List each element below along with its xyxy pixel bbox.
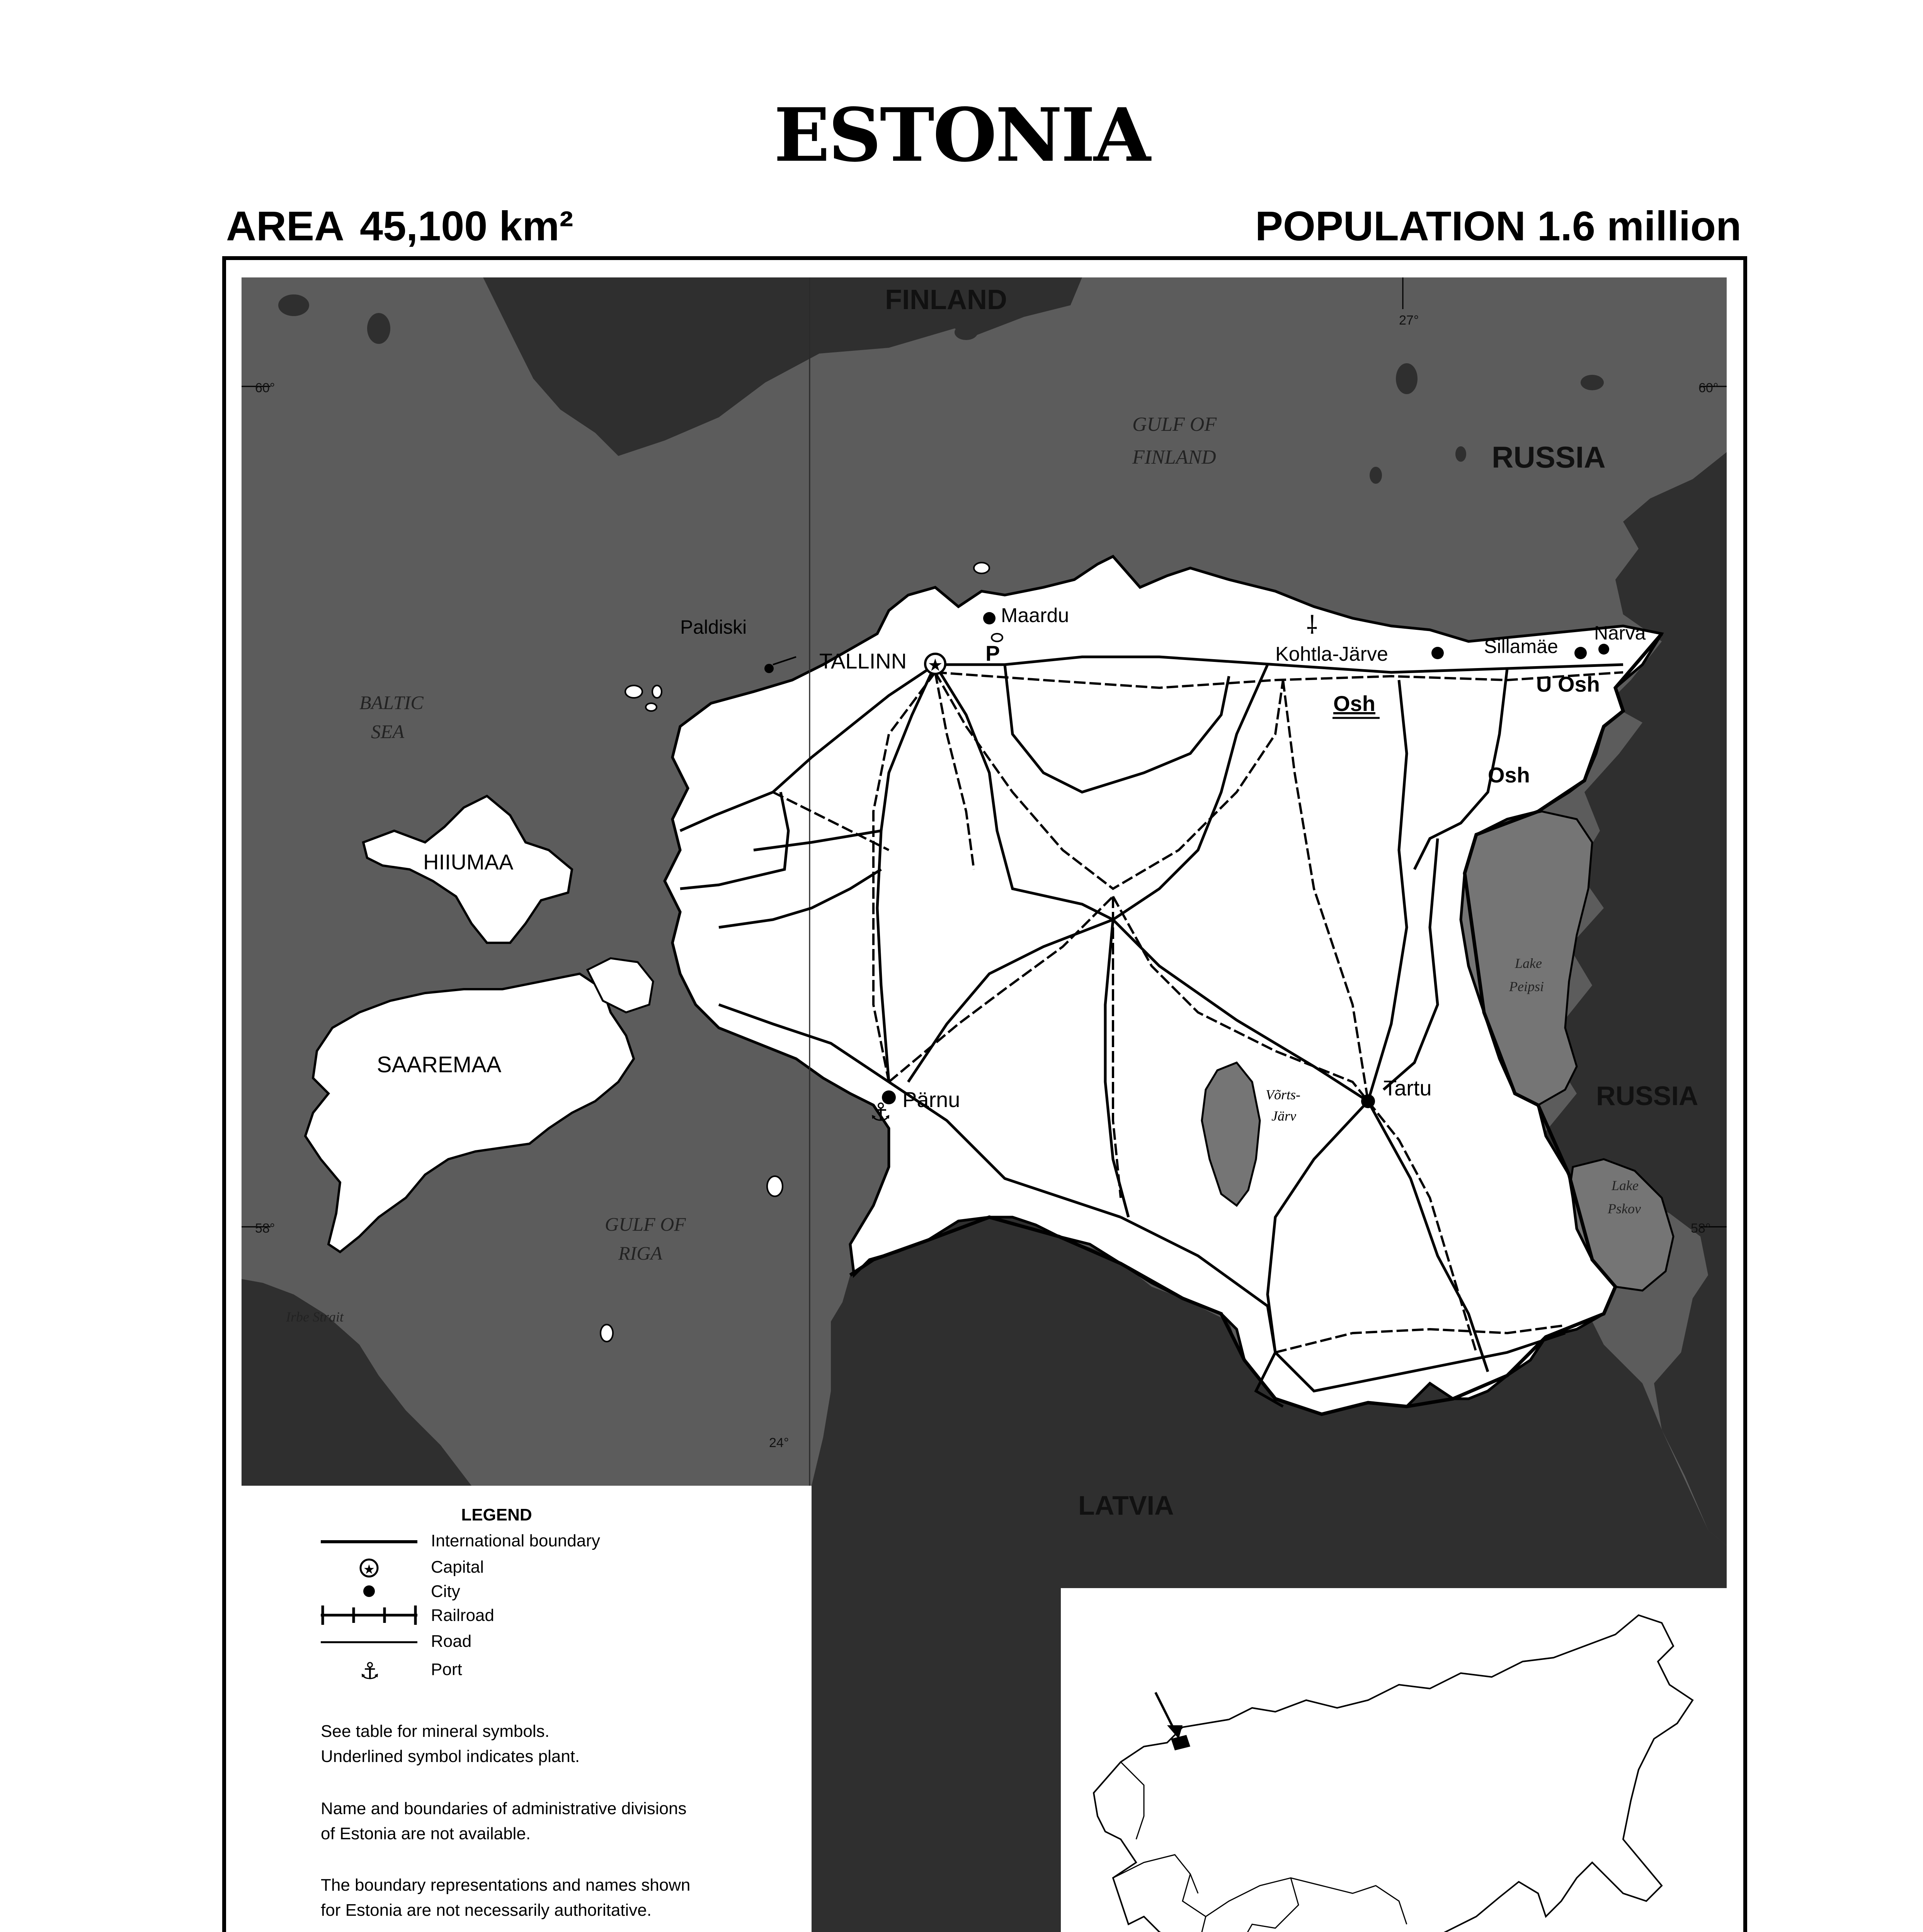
mine-icon: ⸸	[1306, 611, 1318, 640]
label-peipsi-1: Lake	[1515, 956, 1542, 971]
label-vortsjarv-1: Võrts-	[1266, 1087, 1300, 1102]
label-sillamae: Sillamäe	[1484, 636, 1558, 657]
mineral-p: P	[985, 641, 1000, 665]
population-label: POPULATION	[1255, 202, 1526, 249]
anchor-icon: ⚓	[870, 1098, 892, 1127]
legend-note-1: See table for mineral symbols.	[321, 1722, 550, 1741]
legend-city-symbol	[363, 1585, 375, 1597]
city-dot-tartu	[1361, 1094, 1375, 1108]
legend-item-city: City	[431, 1582, 460, 1601]
small-island	[992, 634, 1002, 641]
label-pskov-1: Lake	[1612, 1178, 1639, 1193]
islet	[742, 310, 773, 332]
legend-note-5: The boundary representations and names shown	[321, 1876, 691, 1895]
population-value: 1.6 million	[1537, 202, 1741, 249]
small-island	[1396, 363, 1418, 394]
small-island	[1581, 375, 1604, 390]
lat-60-right: 60°	[1698, 381, 1719, 395]
label-latvia: LATVIA	[1078, 1490, 1174, 1520]
label-tartu: Tartu	[1384, 1076, 1432, 1100]
label-saaremaa: SAAREMAA	[377, 1052, 502, 1077]
mineral-osh: Osh	[1488, 763, 1530, 787]
anchor-icon: ⚓	[359, 1658, 380, 1685]
inset-locator-map	[1061, 1588, 1727, 1932]
label-gulf-finland-1: GULF OF	[1132, 413, 1217, 435]
page-title: ESTONIA	[774, 92, 1149, 178]
lat-58-left: 58°	[255, 1221, 275, 1236]
city-dot-kohtla	[1431, 647, 1444, 659]
label-russia-south: RUSSIA	[1596, 1081, 1698, 1111]
small-island	[652, 685, 662, 698]
small-island	[1370, 467, 1382, 484]
small-island	[1455, 446, 1466, 462]
legend-item-boundary: International boundary	[431, 1531, 600, 1550]
lon-27: 27°	[1399, 313, 1419, 328]
area-label: AREA	[226, 202, 345, 249]
lon-24: 24°	[769, 1435, 789, 1450]
label-narva: Narva	[1594, 622, 1646, 644]
label-finland: FINLAND	[885, 284, 1007, 315]
mineral-u-osh: U Osh	[1536, 672, 1600, 696]
small-island	[974, 563, 989, 573]
label-kohtla: Kohtla-Järve	[1275, 643, 1388, 665]
label-tallinn: TALLINN	[819, 649, 907, 673]
legend-note-3: Name and boundaries of administrative divisions	[321, 1799, 687, 1818]
label-baltic-1: BALTIC	[359, 692, 424, 713]
label-parnu: Pärnu	[902, 1087, 960, 1112]
legend-note-6: for Estonia are not necessarily authoritative.	[321, 1901, 652, 1920]
label-vortsjarv-2: Järv	[1271, 1108, 1296, 1124]
city-dot-sillamae	[1574, 647, 1587, 659]
legend-item-railroad: Railroad	[431, 1606, 494, 1625]
lat-58-right: 58°	[1691, 1221, 1711, 1236]
label-maardu: Maardu	[1001, 604, 1069, 627]
label-paldiski: Paldiski	[680, 616, 747, 638]
label-gulf-finland-2: FINLAND	[1132, 446, 1216, 468]
label-russia-north: RUSSIA	[1492, 440, 1606, 474]
legend-note-4: of Estonia are not available.	[321, 1824, 531, 1843]
islet	[955, 325, 978, 340]
mineral-osh-plant: Osh	[1333, 691, 1375, 716]
label-pskov-2: Pskov	[1608, 1201, 1641, 1216]
city-dot-narva	[1598, 644, 1609, 655]
area-value: 45,100 km²	[360, 202, 573, 249]
legend-title: LEGEND	[461, 1505, 532, 1524]
legend-note-2: Underlined symbol indicates plant.	[321, 1747, 580, 1766]
small-island	[601, 1325, 613, 1342]
star-icon: ★	[363, 1562, 375, 1577]
legend-item-road: Road	[431, 1632, 472, 1651]
label-hiiumaa: HIIUMAA	[423, 850, 514, 874]
label-peipsi-2: Peipsi	[1509, 979, 1544, 994]
city-dot-paldiski	[764, 664, 774, 673]
city-dot-maardu	[983, 612, 996, 624]
label-gulf-riga-2: RIGA	[618, 1242, 662, 1264]
lat-60-left: 60°	[255, 381, 275, 395]
legend-item-capital: Capital	[431, 1558, 484, 1577]
inset-panel	[1061, 1588, 1727, 1932]
small-island	[625, 685, 642, 698]
label-irbe: Irbe Strait	[286, 1309, 344, 1325]
label-baltic-2: SEA	[371, 721, 405, 742]
islet	[367, 313, 390, 344]
small-island	[767, 1176, 783, 1196]
small-island	[646, 703, 657, 711]
islet	[278, 294, 309, 316]
label-gulf-riga-1: GULF OF	[605, 1213, 686, 1235]
legend-item-port: Port	[431, 1660, 462, 1679]
star-icon: ★	[927, 655, 943, 675]
